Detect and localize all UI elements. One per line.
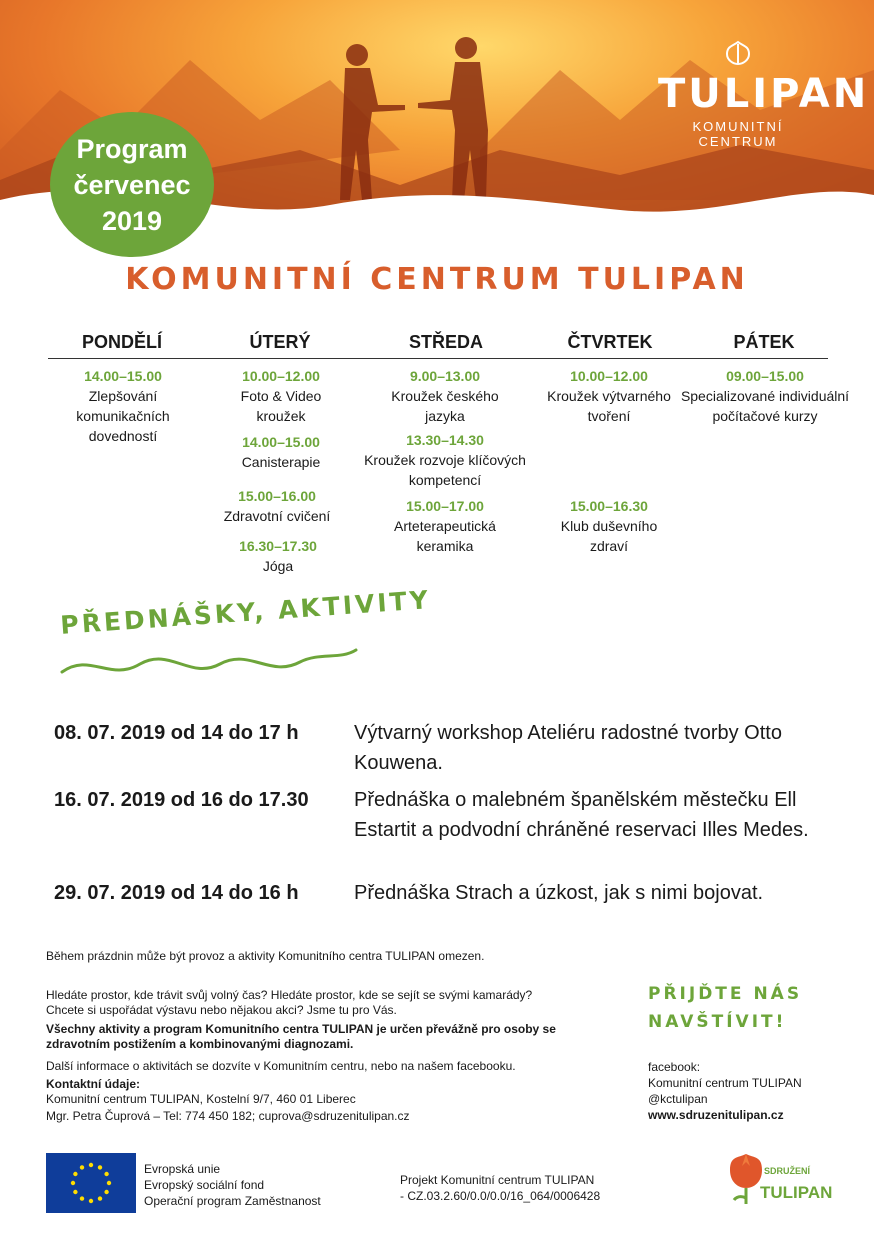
- entry-activity: Specializované individuální počítačové kurzy: [680, 388, 850, 424]
- eu-flag: [46, 1153, 136, 1213]
- entry-time: 09.00–15.00: [726, 368, 804, 384]
- day-monday: PONDĚLÍ: [81, 332, 162, 352]
- event-date: 29. 07. 2019 od 14 do 16 h: [54, 882, 299, 904]
- squiggle-divider: [60, 642, 360, 682]
- summer-note: Během prázdnin může být provoz a aktivity Komunitního centra TULIPAN omezen.: [46, 949, 485, 963]
- eu-stars-icon: [46, 1153, 136, 1213]
- badge-line-program: Program: [76, 133, 188, 164]
- logo-subtitle: KOMUNITNÍ CENTRUM: [692, 119, 784, 149]
- entry-time: 14.00–15.00: [84, 368, 162, 384]
- people-silhouette: [340, 37, 488, 200]
- facebook-handle[interactable]: @kctulipan: [648, 1092, 708, 1106]
- facebook-name[interactable]: Komunitní centrum TULIPAN: [648, 1076, 802, 1090]
- schedule-entry: [192, 486, 362, 526]
- badge-line-year: 2019: [101, 205, 163, 236]
- day-thursday: ČTVRTEK: [567, 332, 653, 352]
- schedule-header: [48, 332, 828, 359]
- contact-address: Komunitní centrum TULIPAN, Kostelní 9/7, 460 01 Liberec: [46, 1092, 356, 1106]
- entry-time: 15.00–17.00: [406, 498, 484, 514]
- sdruzeni-tulipan-logo: [724, 1146, 833, 1216]
- day-friday: PÁTEK: [733, 332, 795, 352]
- schedule-entry: [196, 366, 366, 426]
- entry-activity: Kroužek výtvarného tvoření: [547, 388, 671, 424]
- target-note: Všechny aktivity a program Komunitního centra TULIPAN je určen převážně pro osoby se zdravotním postižením a kombinovanými diagnozami.: [46, 1022, 556, 1051]
- entry-activity: Kroužek rozvoje klíčových kompetencí: [364, 452, 526, 488]
- entry-time: 13.30–14.30: [406, 432, 484, 448]
- entry-time: 9.00–13.00: [409, 368, 481, 384]
- entry-time: 16.30–17.30: [239, 538, 317, 554]
- event-text: Přednáška Strach a úzkost, jak s nimi bojovat.: [354, 882, 764, 904]
- logo-name: TULIPAN: [658, 71, 870, 117]
- contact-person: Mgr. Petra Čuprová – Tel: 774 450 182; cuprova@sdruzenitulipan.cz: [46, 1109, 410, 1123]
- event-text: Výtvarný workshop Ateliéru radostné tvorby Otto Kouwena.: [354, 722, 782, 774]
- visit-line-2: NAVŠTÍVIT!: [648, 1012, 787, 1032]
- schedule-entry: [345, 430, 545, 490]
- eu-line-1: Evropská unie: [144, 1162, 221, 1176]
- day-wednesday: STŘEDA: [408, 332, 483, 352]
- entry-activity: Klub duševního zdraví: [560, 518, 658, 554]
- tulip-icon: [723, 40, 753, 66]
- event-date: 08. 07. 2019 od 14 do 17 h: [54, 722, 299, 744]
- entry-activity: Jóga: [262, 558, 294, 574]
- question-note-1: Hledáte prostor, kde trávit svůj volný čas? Hledáte prostor, kde se sejít se svými kamarády?: [46, 988, 533, 1002]
- facebook-block: [648, 1059, 802, 1123]
- visit-callout: [648, 980, 802, 1036]
- entry-time: 10.00–12.00: [570, 368, 648, 384]
- schedule-entry: [345, 366, 545, 426]
- schedule-entry: [524, 366, 694, 426]
- sdruzeni-tulip-icon: [724, 1146, 833, 1216]
- question-note-2: Chcete si uspořádat výstavu nebo nějakou akci? Jsme tu pro Vás.: [46, 1003, 397, 1017]
- event-text: Přednáška o malebném španělském městečku Ell Estartit a podvodní chráněné reservaci Illes Medes.: [354, 789, 809, 841]
- page-title: KOMUNITNÍ CENTRUM TULIPAN: [125, 262, 749, 297]
- badge-line-month: červenec: [73, 169, 191, 200]
- event-date: 16. 07. 2019 od 16 do 17.30: [54, 789, 309, 811]
- schedule-entry: [38, 366, 208, 446]
- entry-time: 15.00–16.30: [570, 498, 648, 514]
- eu-line-2: Evropský sociální fond: [144, 1178, 265, 1192]
- schedule-entry: [196, 432, 366, 472]
- program-badge: [50, 112, 214, 257]
- entry-activity: Kroužek českého jazyka: [391, 388, 499, 424]
- schedule-entry: [193, 536, 363, 576]
- tulipan-logo: [658, 40, 870, 149]
- entry-activity: Zdravotní cvičení: [223, 508, 331, 524]
- schedule-entry: [524, 496, 694, 556]
- entry-activity: Arteterapeutická keramika: [394, 518, 496, 554]
- sdruzeni-bottom-text: TULIPAN: [760, 1183, 833, 1202]
- project-line-1: Projekt Komunitní centrum TULIPAN: [400, 1173, 595, 1187]
- entry-activity: Foto & Video kroužek: [240, 388, 322, 424]
- entry-time: 10.00–12.00: [242, 368, 320, 384]
- day-tuesday: ÚTERÝ: [249, 332, 311, 352]
- visit-line-1: PŘIJĎTE NÁS: [648, 984, 803, 1004]
- sdruzeni-top-text: SDRUŽENÍ: [764, 1166, 811, 1176]
- project-info: [400, 1172, 600, 1204]
- eu-line-3: Operační program Zaměstnanost: [144, 1194, 321, 1208]
- more-info-note: Další informace o aktivitách se dozvíte v Komunitním centru, nebo na našem facebooku.: [46, 1059, 516, 1073]
- entry-activity: Canisterapie: [241, 454, 321, 470]
- eu-text: [144, 1161, 321, 1209]
- lectures-title: PŘEDNÁŠKY, AKTIVITY: [59, 585, 432, 640]
- website-link[interactable]: www.sdruzenitulipan.cz: [648, 1108, 784, 1122]
- contact-label: Kontaktní údaje:: [46, 1077, 141, 1091]
- facebook-label: facebook:: [648, 1060, 701, 1074]
- entry-activity: Zlepšování komunikačních dovedností: [76, 388, 170, 444]
- project-line-2: - CZ.03.2.60/0.0/0.0/16_064/0006428: [400, 1189, 601, 1203]
- schedule-entry: [680, 366, 850, 426]
- entry-time: 15.00–16.00: [238, 488, 316, 504]
- entry-time: 14.00–15.00: [242, 434, 320, 450]
- schedule-entry: [345, 496, 545, 556]
